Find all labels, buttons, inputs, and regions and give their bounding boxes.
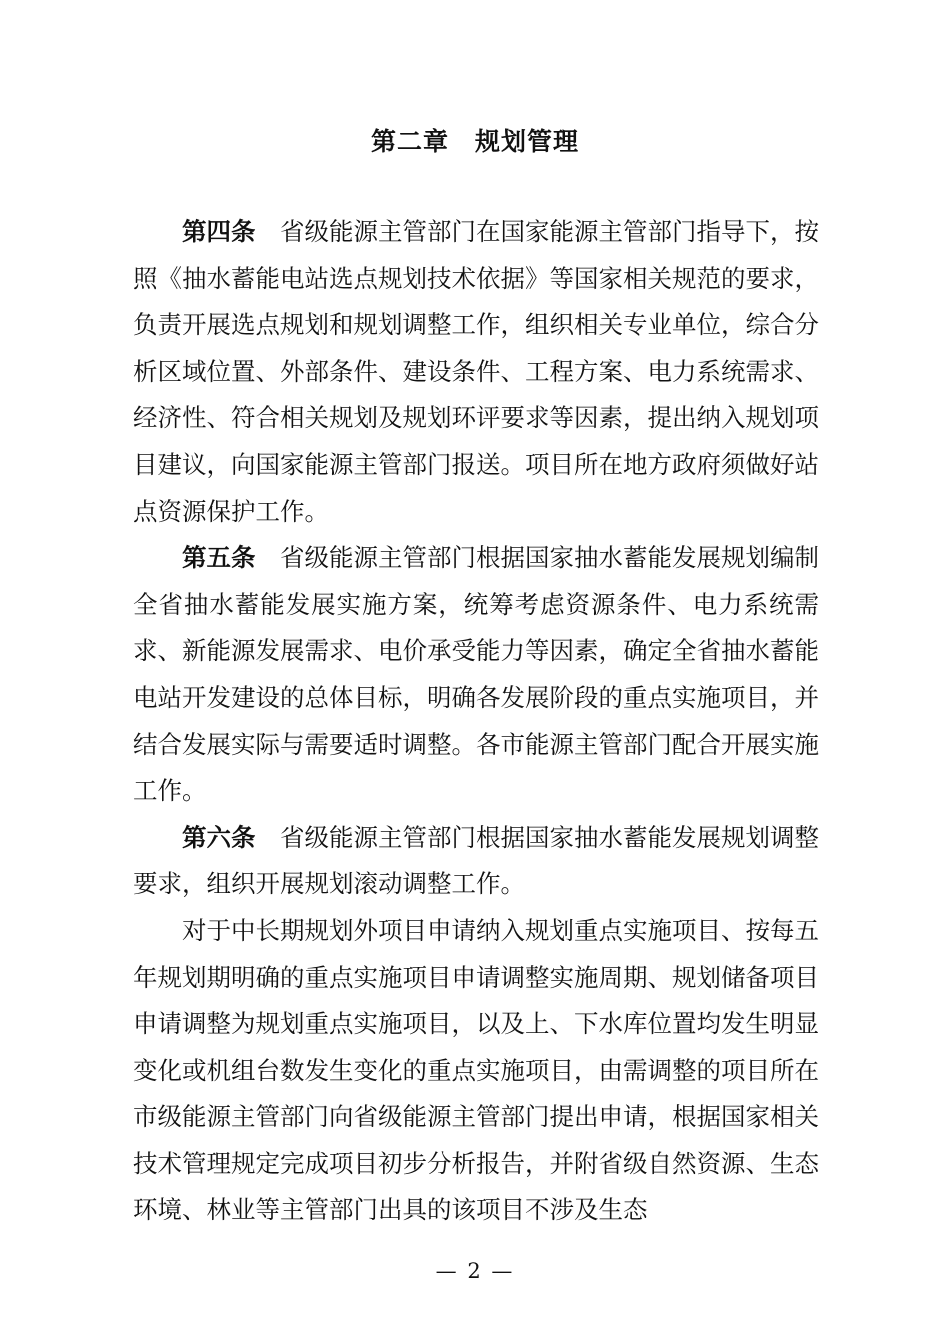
article-label: 第五条 xyxy=(182,543,256,573)
article-text: 省级能源主管部门根据国家抽水蓄能发展规划调整要求，组织开展规划滚动调整工作。 xyxy=(133,822,819,899)
chapter-title: 第二章 规划管理 xyxy=(370,127,579,156)
article-text: 省级能源主管部门根据国家抽水蓄能发展规划编制全省抽水蓄能发展实施方案，统筹考虑资源条件、电力系统需求、新能源发展需求、电价承受能力等因素，确定全省抽水蓄能电站开发建设的总体目标，明确各发展阶段的重点实施项目，并结合发展实际与需要适时调整。各市能源主管部门配合开展实施工作。 xyxy=(133,543,819,806)
continuation-paragraph xyxy=(133,908,819,1234)
article-label: 第四条 xyxy=(182,217,256,246)
article-paragraph-6 xyxy=(133,815,819,908)
article-label: 第六条 xyxy=(182,822,256,852)
page-number: — 2 — xyxy=(435,1259,515,1283)
document-body xyxy=(133,209,819,1234)
paragraph-text: 对于中长期规划外项目申请纳入规划重点实施项目、按每五年规划期明确的重点实施项目申请调整实施周期、规划储备项目申请调整为规划重点实施项目，以及上、下水库位置均发生明显变化或机组台数发生变化的重点实施项目，由需调整的项目所在市级能源主管部门向省级能源主管部门提出申请，根据国家相关技术管理规定完成项目初步分析报告，并附省级自然资源、生态环境、林业等主管部门出具的该项目不涉及生态 xyxy=(133,915,819,1225)
article-text: 省级能源主管部门在国家能源主管部门指导下，按照《抽水蓄能电站选点规划技术依据》等国家相关规范的要求，负责开展选点规划和规划调整工作，组织相关专业单位，综合分析区域位置、外部条件、建设条件、工程方案、电力系统需求、经济性、符合相关规划及规划环评要求等因素，提出纳入规划项目建议，向国家能源主管部门报送。项目所在地方政府须做好站点资源保护工作。 xyxy=(133,217,819,526)
article-paragraph-5 xyxy=(133,535,819,815)
article-paragraph-4 xyxy=(133,209,819,535)
